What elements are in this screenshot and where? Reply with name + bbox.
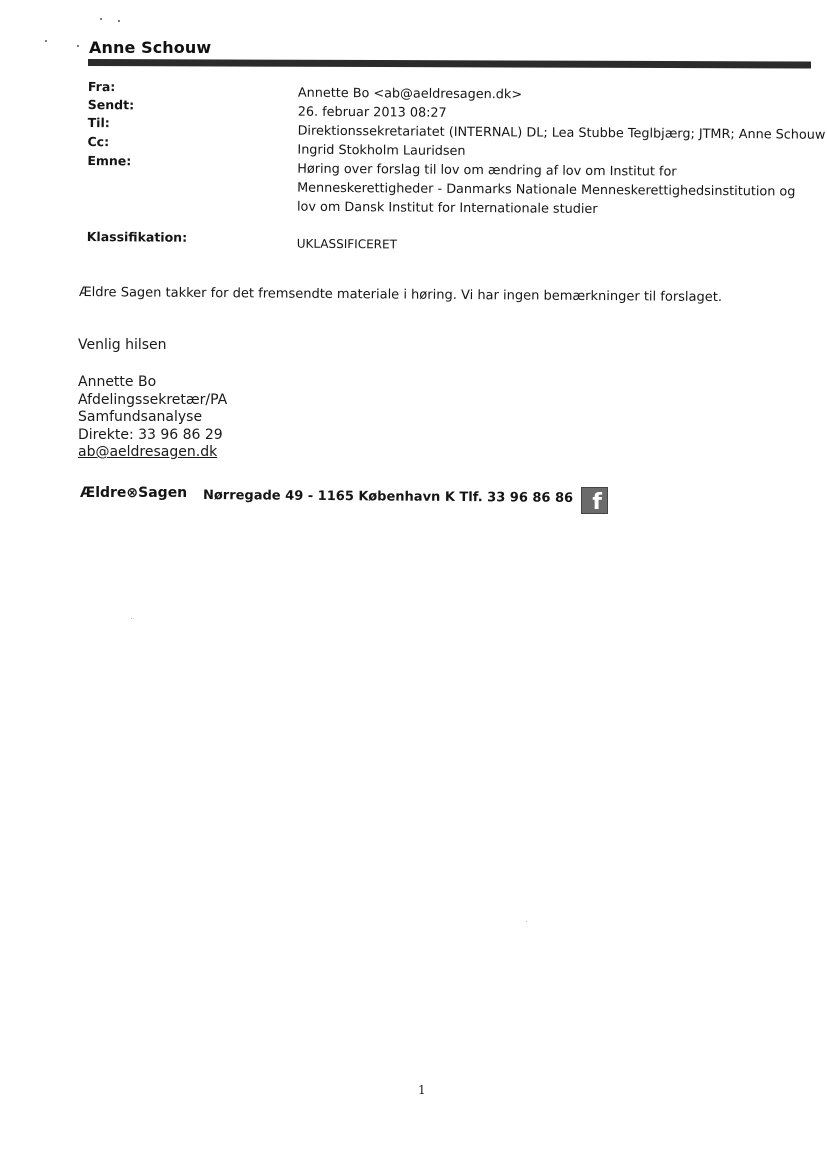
cc-value: Ingrid Stokholm Lauridsen (297, 142, 466, 159)
to-label: Til: (87, 114, 110, 131)
to-value: Direktionssekretariatet (INTERNAL) DL; Lea Stubbe Teglbjærg; JTMR; Anne Schouw (297, 123, 826, 143)
classification-label: Klassifikation: (86, 228, 188, 245)
footer-address: Nørregade 49 - 1165 København K Tlf. 33 96 86 86 (202, 488, 574, 506)
signature-department: Samfundsanalyse (78, 409, 203, 425)
aeldre-sagen-logo: Ældre⊗Sagen (80, 485, 188, 501)
subject-value: Høring over forslag til lov om ændring af lov om Institut for Menneskerettigheder - Danmarks Nationale Menneskerettighedsinstitution og lov om Dansk Institut for Internationale studier (296, 161, 796, 218)
mailbox-owner-name: Anne Schouw (89, 38, 212, 57)
facebook-glyph: f (592, 490, 602, 515)
from-label: Fra: (87, 79, 116, 95)
signature-phone: Direkte: 33 96 86 29 (78, 427, 223, 443)
from-value: Annette Bo <ab@aeldresagen.dk> (297, 85, 523, 103)
signature-title: Afdelingssekretær/PA (78, 392, 228, 408)
subject-label: Emne: (87, 152, 132, 169)
scan-speck (526, 921, 527, 922)
signature-name: Annette Bo (78, 374, 157, 390)
email-header-block (0, 0, 827, 266)
cc-label: Cc: (87, 133, 110, 150)
greeting: Venlig hilsen (78, 337, 167, 353)
facebook-icon[interactable] (581, 487, 608, 514)
email-body-text: Ældre Sagen takker for det fremsendte materiale i høring. Vi har ingen bemærkninger til forslaget. (78, 285, 723, 306)
signature-email-link[interactable]: ab@aeldresagen.dk (78, 444, 218, 460)
sent-value: 26. februar 2013 08:27 (297, 104, 447, 121)
sent-label: Sendt: (87, 96, 135, 113)
page-number: 1 (418, 1083, 426, 1097)
classification-value: UKLASSIFICERET (296, 236, 398, 252)
scan-speck (131, 618, 132, 619)
